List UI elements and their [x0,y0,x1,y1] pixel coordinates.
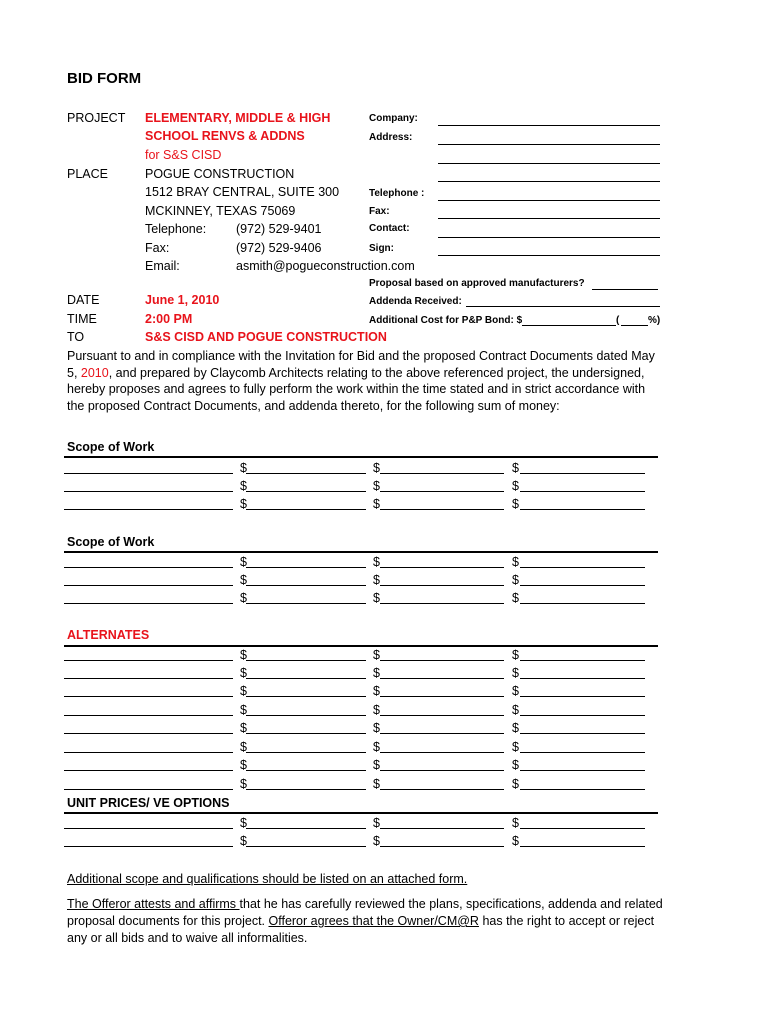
date-value: June 1, 2010 [145,293,220,307]
bid-line-row [64,573,664,591]
dollar-sign: $ [512,721,519,735]
bid-amount-field-1[interactable] [246,585,366,586]
place-telephone: (972) 529-9401 [236,222,322,236]
dollar-sign: $ [512,573,519,587]
place-city: MCKINNEY, TEXAS 75069 [145,204,296,218]
bid-description-field[interactable] [64,567,233,568]
bid-amount-field-2[interactable] [380,715,504,716]
unit-prices-heading: UNIT PRICES/ VE OPTIONS [67,796,230,810]
bid-amount-field-2[interactable] [380,733,504,734]
offeror-attests: The Offeror attests and affirms [67,897,240,911]
bid-description-field[interactable] [64,770,233,771]
pp-bond-paren-open: ( [616,315,620,326]
bid-amount-field-1[interactable] [246,567,366,568]
bid-amount-field-2[interactable] [380,770,504,771]
bid-amount-field-2[interactable] [380,567,504,568]
offeror-agrees: Offeror agrees that the Owner/CM@R [268,914,479,928]
bid-description-field[interactable] [64,585,233,586]
bid-amount-field-2[interactable] [380,696,504,697]
bid-description-field[interactable] [64,733,233,734]
dollar-sign: $ [512,497,519,511]
bid-amount-field-3[interactable] [520,660,645,661]
place-fax-label: Fax: [145,241,170,255]
bid-amount-field-3[interactable] [520,828,645,829]
address-field-3[interactable] [438,181,660,182]
bid-description-field[interactable] [64,660,233,661]
bid-amount-field-1[interactable] [246,491,366,492]
place-street: 1512 BRAY CENTRAL, SUITE 300 [145,185,340,199]
proposal-based-field[interactable] [592,289,658,290]
dollar-sign: $ [373,721,380,735]
pp-bond-label: Additional Cost for P&P Bond: $ [369,315,523,326]
fax-label: Fax: [369,206,390,217]
addenda-label: Addenda Received: [369,296,462,307]
bid-amount-field-2[interactable] [380,789,504,790]
bid-amount-field-1[interactable] [246,789,366,790]
bid-amount-field-1[interactable] [246,696,366,697]
pursuant-year: 2010 [80,365,109,380]
bid-line-row [64,479,664,497]
place-label: PLACE [67,167,108,181]
dollar-sign: $ [373,834,380,848]
bid-amount-field-3[interactable] [520,752,645,753]
project-line-3: for S&S CISD [145,148,222,162]
dollar-sign: $ [512,666,519,680]
dollar-sign: $ [240,648,247,662]
time-label: TIME [67,312,97,326]
sign-label: Sign: [369,243,394,254]
bid-description-field[interactable] [64,509,233,510]
dollar-sign: $ [240,497,247,511]
project-line-2: SCHOOL RENVS & ADDNS [145,129,305,143]
dollar-sign: $ [512,555,519,569]
bid-amount-field-2[interactable] [380,473,504,474]
bid-amount-field-2[interactable] [380,509,504,510]
dollar-sign: $ [373,703,380,717]
dollar-sign: $ [512,777,519,791]
bid-line-row [64,591,664,609]
bid-amount-field-2[interactable] [380,846,504,847]
section-rule [64,551,658,553]
pursuant-text-2: , and prepared by Claycomb Architects relating to the above referenced project, the undersigned, hereby proposes and agrees to fully perform the work within the time stated and in strict accordance with the proposed Contract Documents, and addenda thereto, for the following sum of money: [67,365,646,413]
dollar-sign: $ [240,555,247,569]
dollar-sign: $ [512,461,519,475]
dollar-sign: $ [512,703,519,717]
bid-amount-field-3[interactable] [520,733,645,734]
telephone-field[interactable] [438,200,660,201]
bid-description-field[interactable] [64,752,233,753]
place-fax: (972) 529-9406 [236,241,322,255]
bid-line-row [64,703,664,721]
pursuant-text-1: Pursuant to and in compliance with the Invitation for Bid and the proposed Contract Documents dated May 5, [67,349,655,380]
dollar-sign: $ [240,479,247,493]
bid-amount-field-1[interactable] [246,828,366,829]
dollar-sign: $ [512,758,519,772]
contact-field[interactable] [438,237,660,238]
pursuant-paragraph [67,348,657,414]
bid-line-row [64,816,664,834]
bid-amount-field-3[interactable] [520,678,645,679]
bid-description-field[interactable] [64,828,233,829]
section-rule [64,456,658,458]
proposal-based-label: Proposal based on approved manufacturers? [369,278,585,289]
address-label: Address: [369,132,413,143]
bid-description-field[interactable] [64,789,233,790]
dollar-sign: $ [240,591,247,605]
bid-amount-field-1[interactable] [246,715,366,716]
dollar-sign: $ [512,648,519,662]
bid-amount-field-3[interactable] [520,770,645,771]
bid-line-row [64,834,664,852]
bid-amount-field-3[interactable] [520,509,645,510]
company-field[interactable] [438,125,660,126]
dollar-sign: $ [240,721,247,735]
dollar-sign: $ [373,648,380,662]
dollar-sign: $ [373,591,380,605]
company-label: Company: [369,113,418,124]
dollar-sign: $ [240,740,247,754]
address-field-2[interactable] [438,163,660,164]
to-label: TO [67,330,85,344]
address-field-1[interactable] [438,144,660,145]
addenda-field[interactable] [466,306,660,307]
contact-label: Contact: [369,223,410,234]
bid-amount-field-2[interactable] [380,678,504,679]
bid-line-row [64,461,664,479]
bid-line-row [64,740,664,758]
bid-description-field[interactable] [64,603,233,604]
dollar-sign: $ [373,555,380,569]
dollar-sign: $ [373,666,380,680]
offeror-paragraph [67,896,667,947]
project-label: PROJECT [67,111,126,125]
bid-amount-field-1[interactable] [246,733,366,734]
time-value: 2:00 PM [145,312,193,326]
bid-amount-field-1[interactable] [246,846,366,847]
page-title: BID FORM [67,70,142,87]
project-line-1: ELEMENTARY, MIDDLE & HIGH [145,111,331,125]
bid-amount-field-3[interactable] [520,585,645,586]
bid-description-field[interactable] [64,846,233,847]
pp-bond-paren-close: %) [648,315,661,326]
bid-amount-field-3[interactable] [520,491,645,492]
bid-description-field[interactable] [64,678,233,679]
bid-amount-field-3[interactable] [520,789,645,790]
section-rule [64,812,658,814]
dollar-sign: $ [373,497,380,511]
dollar-sign: $ [373,777,380,791]
dollar-sign: $ [240,684,247,698]
bid-amount-field-3[interactable] [520,603,645,604]
bid-description-field[interactable] [64,491,233,492]
bid-line-row [64,555,664,573]
bid-amount-field-2[interactable] [380,660,504,661]
pp-bond-amount-field[interactable] [522,325,616,326]
dollar-sign: $ [512,591,519,605]
place-email-label: Email: [145,259,180,273]
to-value: S&S CISD AND POGUE CONSTRUCTION [145,330,387,344]
bid-line-row [64,684,664,702]
bid-amount-field-2[interactable] [380,752,504,753]
dollar-sign: $ [512,479,519,493]
scope-of-work-heading-2: Scope of Work [67,535,155,549]
bid-description-field[interactable] [64,715,233,716]
alternates-heading: ALTERNATES [67,628,150,642]
scope-of-work-heading-1: Scope of Work [67,440,155,454]
dollar-sign: $ [512,834,519,848]
bid-description-field[interactable] [64,696,233,697]
sign-field[interactable] [438,255,660,256]
bid-amount-field-2[interactable] [380,828,504,829]
bid-amount-field-1[interactable] [246,678,366,679]
dollar-sign: $ [512,684,519,698]
bid-amount-field-3[interactable] [520,696,645,697]
dollar-sign: $ [373,758,380,772]
dollar-sign: $ [240,461,247,475]
bid-amount-field-2[interactable] [380,603,504,604]
dollar-sign: $ [373,573,380,587]
date-label: DATE [67,293,100,307]
dollar-sign: $ [373,816,380,830]
section-rule [64,645,658,647]
dollar-sign: $ [240,777,247,791]
fax-field[interactable] [438,218,660,219]
dollar-sign: $ [240,573,247,587]
bid-line-row [64,666,664,684]
bid-amount-field-2[interactable] [380,585,504,586]
bid-line-row [64,721,664,739]
bid-amount-field-1[interactable] [246,473,366,474]
bid-amount-field-2[interactable] [380,491,504,492]
dollar-sign: $ [512,740,519,754]
offeror-text-1: that he has carefully reviewed the plans, specifications, addenda and related proposal documents for this project. [67,897,663,928]
dollar-sign: $ [240,758,247,772]
bid-amount-field-1[interactable] [246,752,366,753]
bid-line-row [64,497,664,515]
bid-amount-field-1[interactable] [246,603,366,604]
bid-amount-field-3[interactable] [520,567,645,568]
bid-amount-field-3[interactable] [520,473,645,474]
bid-amount-field-1[interactable] [246,509,366,510]
bid-line-row [64,777,664,795]
place-telephone-label: Telephone: [145,222,207,236]
bid-amount-field-1[interactable] [246,660,366,661]
bid-amount-field-3[interactable] [520,715,645,716]
bid-line-row [64,758,664,776]
dollar-sign: $ [240,666,247,680]
bid-amount-field-3[interactable] [520,846,645,847]
dollar-sign: $ [240,816,247,830]
bid-amount-field-1[interactable] [246,770,366,771]
dollar-sign: $ [240,703,247,717]
offeror-text-2: has the right to accept or reject any or all bids and to waive all informalities. [67,914,655,945]
place-email: asmith@pogueconstruction.com [236,259,415,273]
place-name: POGUE CONSTRUCTION [145,167,295,181]
dollar-sign: $ [373,479,380,493]
dollar-sign: $ [240,834,247,848]
additional-scope-note: Additional scope and qualifications should be listed on an attached form. [67,872,468,886]
pp-bond-percent-field[interactable] [621,325,648,326]
bid-description-field[interactable] [64,473,233,474]
dollar-sign: $ [373,684,380,698]
dollar-sign: $ [512,816,519,830]
dollar-sign: $ [373,740,380,754]
bid-line-row [64,648,664,666]
dollar-sign: $ [373,461,380,475]
telephone-label: Telephone : [369,188,425,199]
